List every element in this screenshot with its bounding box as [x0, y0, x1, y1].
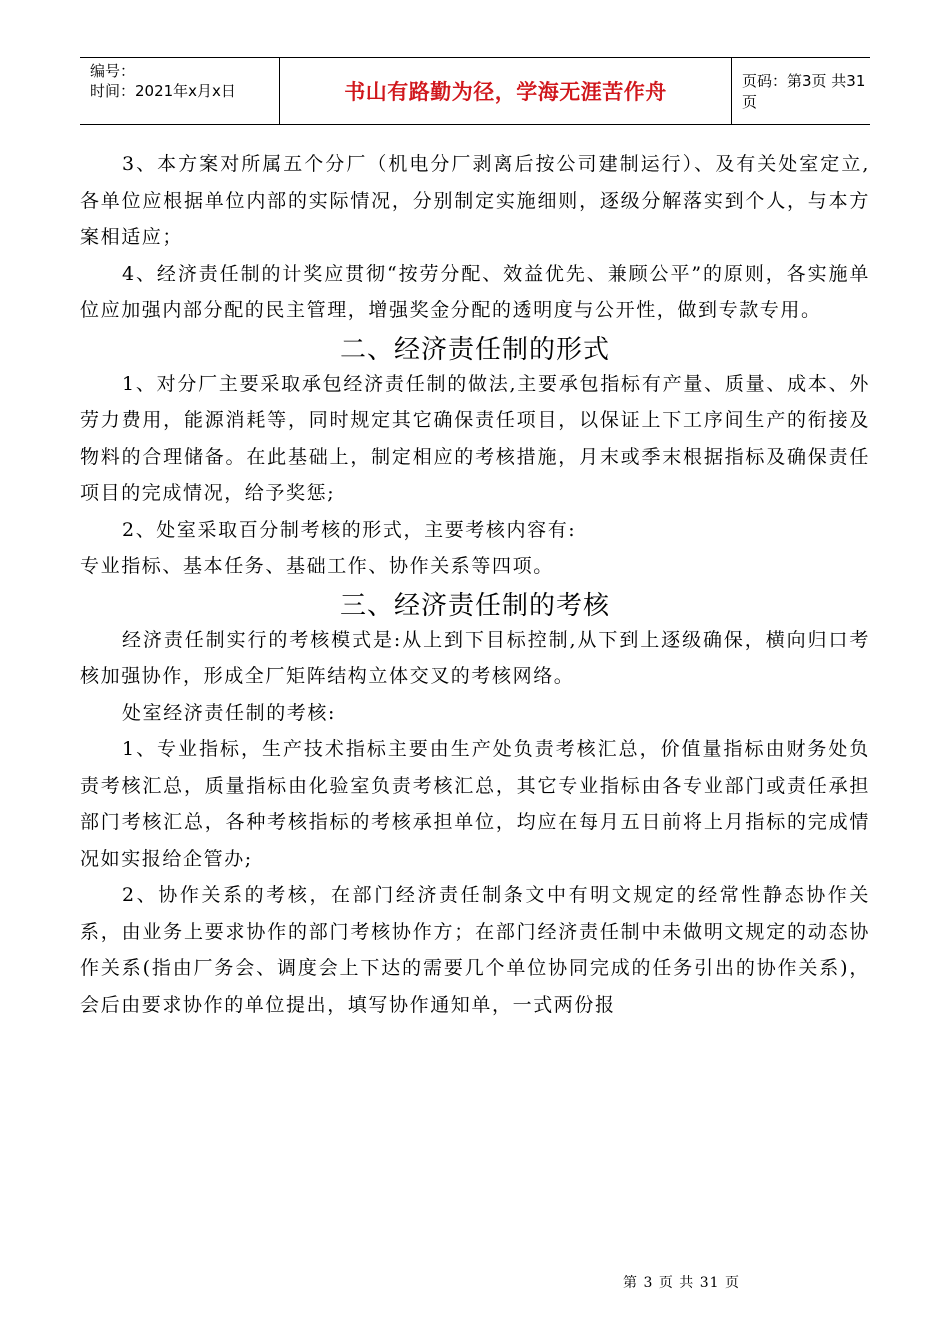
page-footer — [0, 1272, 950, 1292]
paragraph: 2、处室采取百分制考核的形式，主要考核内容有: — [122, 518, 577, 541]
footer-page-number: 第 3 页 共 31 页 — [623, 1275, 740, 1291]
paragraph: 4、经济责任制的计奖应贯彻“按劳分配、效益优先、兼顾公平”的原则，各实施单位应加强内部分配的民主管理，增强奖金分配的透明度与公开性，做到专款专用。 — [80, 262, 870, 321]
document-number-label: 编号： — [90, 62, 136, 80]
document-time-label: 时间：2021年x月x日 — [90, 82, 236, 100]
document-body — [80, 146, 870, 1023]
header-meta — [80, 58, 280, 124]
page-header — [80, 57, 870, 125]
paragraph: 2、协作关系的考核，在部门经济责任制条文中有明文规定的经常性静态协作关系，由业务上要求协作的部门考核协作方；在部门经济责任制中未做明文规定的动态协作关系(指由厂务会、调度会上下达的需要几个单位协同完成的任务引出的协作关系)，会后由要求协作的单位提出，填写协作通知单，一式两份报 — [80, 884, 870, 1016]
section-heading-form: 二、经济责任制的形式 — [339, 334, 610, 365]
paragraph: 1、对分厂主要采取承包经济责任制的做法,主要承包指标有产量、质量、成本、外劳力费用，能源消耗等，同时规定其它确保责任项目，以保证上下工序间生产的衔接及物料的合理储备。在此基础上，制定相应的考核措施，月末或季末根据指标及确保责任项目的完成情况，给予奖惩; — [80, 372, 870, 504]
paragraph: 处室经济责任制的考核: — [122, 701, 337, 724]
paragraph: 1、专业指标，生产技术指标主要由生产处负责考核汇总，价值量指标由财务处负责考核汇总，质量指标由化验室负责考核汇总，其它专业指标由各专业部门或责任承担部门考核汇总，各种考核指标的考核承担单位，均应在每月五日前将上月指标的完成情况如实报给企管办; — [80, 738, 870, 870]
paragraph: 经济责任制实行的考核模式是:从上到下目标控制,从下到上逐级确保，横向归口考核加强协作，形成全厂矩阵结构立体交叉的考核网络。 — [80, 628, 870, 687]
paragraph: 3、本方案对所属五个分厂（机电分厂剥离后按公司建制运行）、及有关处室定立,各单位应根据单位内部的实际情况，分别制定实施细则，逐级分解落实到个人，与本方案相适应； — [80, 153, 870, 248]
paragraph-continuation: 专业指标、基本任务、基础工作、协作关系等四项。 — [80, 555, 554, 577]
header-motto: 书山有路勤为径，学海无涯苦作舟 — [280, 58, 732, 124]
header-page-info: 页码：第3页 共31页 — [742, 72, 866, 111]
section-heading-assessment: 三、经济责任制的考核 — [339, 590, 610, 621]
